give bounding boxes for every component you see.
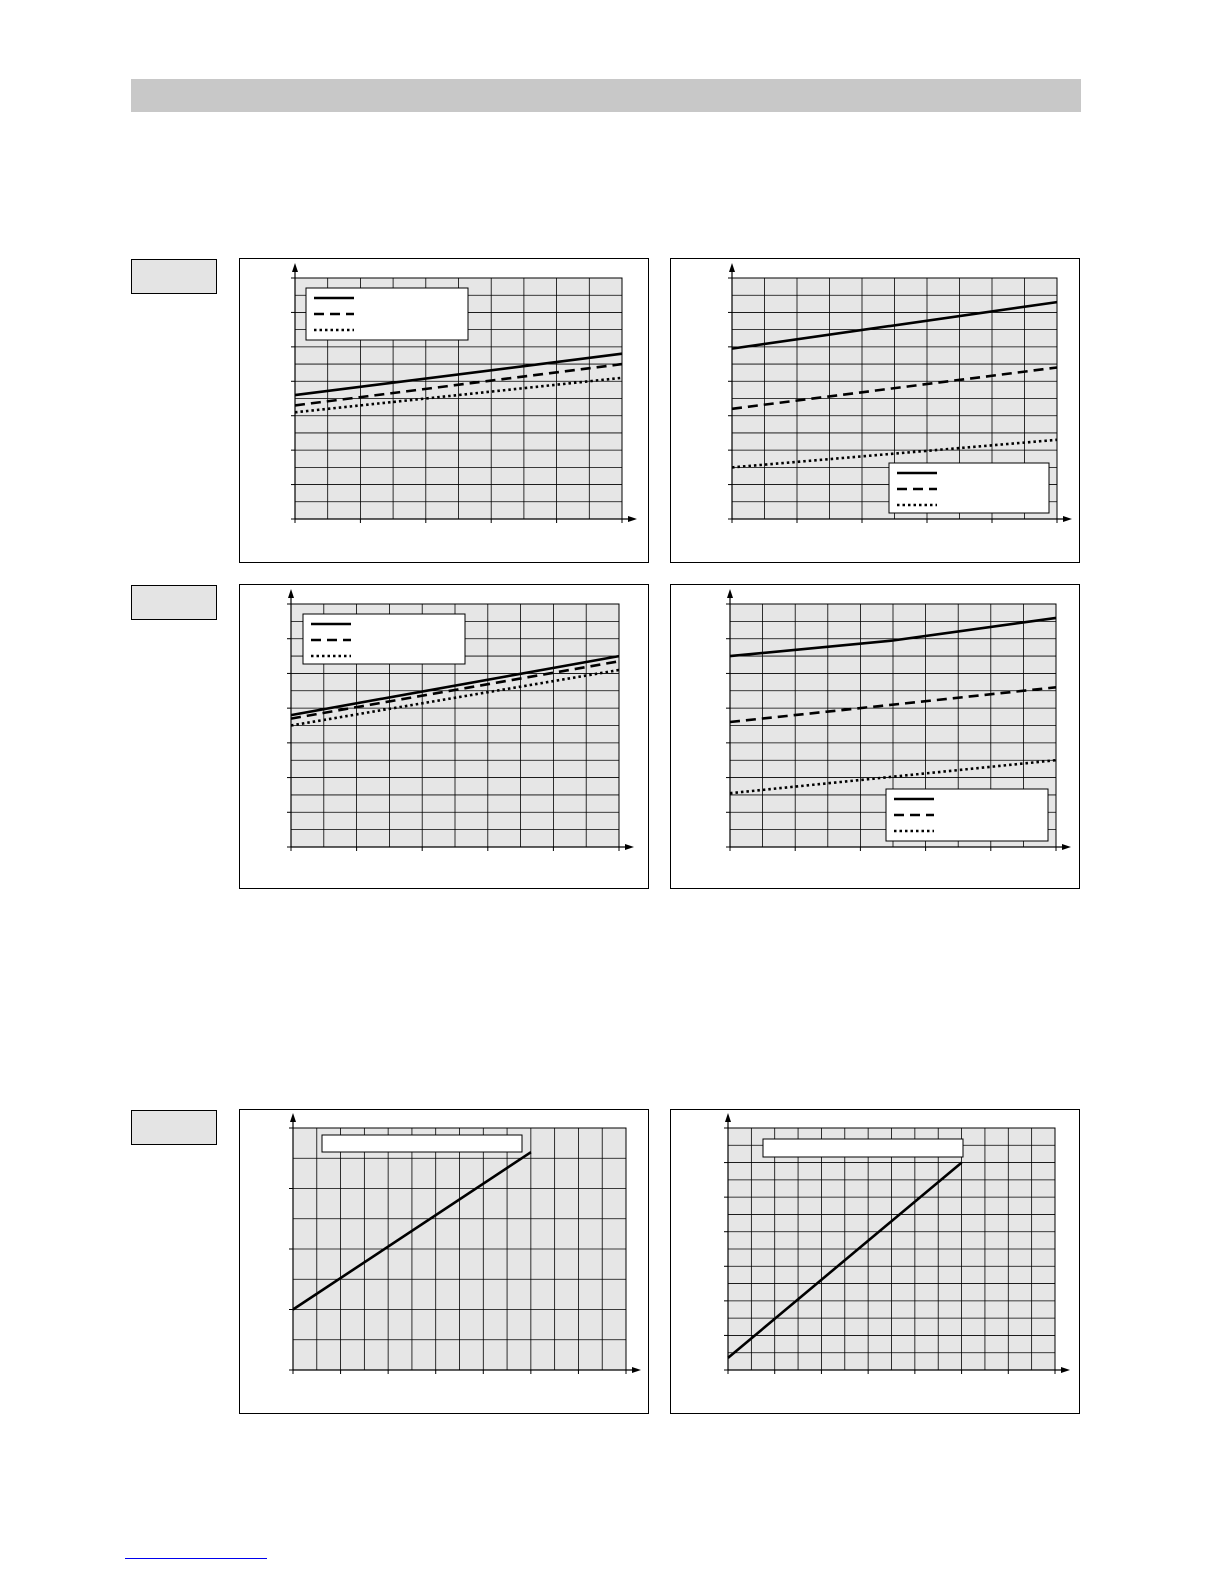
chart-1 — [240, 259, 648, 562]
chart-2 — [671, 259, 1079, 562]
y-axis-arrow — [290, 1113, 296, 1122]
footer-link-underline[interactable] — [125, 1558, 267, 1559]
legend-box — [763, 1139, 963, 1157]
chart-panel-1 — [239, 258, 649, 563]
figure-tag-3 — [131, 1110, 217, 1145]
chart-panel-5 — [239, 1109, 649, 1414]
x-axis-arrow — [1061, 1367, 1070, 1373]
legend-box — [322, 1135, 522, 1152]
x-axis-arrow — [625, 844, 634, 850]
chart-6 — [671, 1110, 1079, 1413]
chart-panel-2 — [670, 258, 1080, 563]
chart-panel-3 — [239, 584, 649, 889]
figure-tag-1 — [131, 259, 217, 294]
section-header-bar — [131, 79, 1081, 112]
chart-3 — [240, 585, 648, 888]
y-axis-arrow — [288, 589, 294, 598]
y-axis-arrow — [727, 589, 733, 598]
figure-tag-2 — [131, 585, 217, 620]
chart-panel-6 — [670, 1109, 1080, 1414]
chart-5 — [240, 1110, 648, 1413]
x-axis-arrow — [628, 516, 637, 522]
chart-4 — [671, 585, 1079, 888]
x-axis-arrow — [1063, 516, 1072, 522]
y-axis-arrow — [729, 263, 735, 272]
y-axis-arrow — [292, 263, 298, 272]
chart-panel-4 — [670, 584, 1080, 889]
y-axis-arrow — [725, 1113, 731, 1122]
x-axis-arrow — [632, 1367, 641, 1373]
x-axis-arrow — [1062, 844, 1071, 850]
